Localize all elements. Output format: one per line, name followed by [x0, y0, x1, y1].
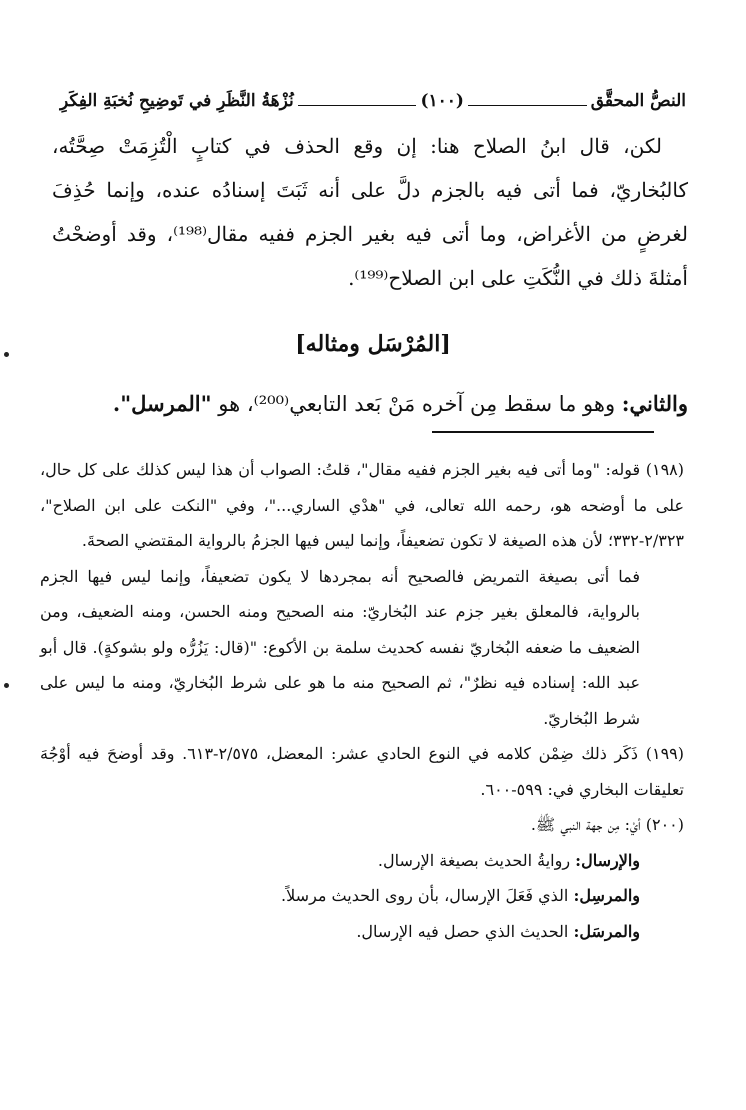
footnote-number: (١٩٨): [645, 460, 684, 479]
footnote-number: (١٩٩): [645, 744, 684, 763]
footnote-200: [40, 807, 684, 843]
footnote-200-item: [40, 914, 684, 950]
definition-lead: والثاني:: [621, 391, 688, 416]
main-paragraph: لكن، قال ابنُ الصلاح هنا: إن وقع الحذف في كتابٍ الْتُزِمَتْ صِحَّتُه، كالبُخاريّ، فما أتى فيه بالجزم دلَّ على أنه ثَبَتَ إسنادُه عنده، وإنما حُذِفَ لغرضٍ من الأغراض، وما أتى فيه بغير الجزم ففيه مقال⁽¹⁹⁸⁾، وقد أوضحْتُ أمثلةَ ذلك في النُّكَتِ على ابن الصلاح⁽¹⁹⁹⁾.: [52, 134, 688, 290]
scan-dot: [4, 683, 9, 688]
header-book-title: نُزْهَةُ النَّظَرِ في تَوضِيحِ نُخبَةِ الفِكَرِ: [59, 91, 294, 111]
definition-term: "المرسل".: [112, 391, 212, 416]
header-section-label: النصُّ المحقَّق: [590, 91, 686, 111]
item-definition: الحديث الذي حصل فيه الإرسال.: [356, 921, 574, 941]
footnote-200-item: [40, 878, 684, 914]
item-definition: روايةُ الحديث بصيغة الإرسال.: [377, 850, 576, 870]
item-definition: الذي فَعَلَ الإرسال، بأن روى الحديث مرسلاً.: [281, 886, 574, 905]
footnote-198-continuation: فما أتى بصيغة التمريض فالصحيح أنه بمجردها لا يكون تضعيفاً، وإنما ليس فيها الجزم بالرواية، فالمعلق بغير جزم عند البُخاريّ: منه الصحيح ومنه الحسن، ومنه الضعيف، ومن الضعيف ما ضعفه البُخاريّ نفسه كحديث سلمة بن الأكوع: "(قال: يَزُرُّه ولو بشوكةٍ). قال أبو عبد الله: إسناده فيه نظرٌ"، ثم الصحيح منه ما هو على شرط البُخاريّ، ومنه ما ليس على شرط البُخاريّ.: [40, 566, 640, 728]
header-rule-right: [468, 105, 587, 106]
footnote-200-item: [40, 843, 684, 879]
header-rule-left: [298, 105, 417, 106]
definition-text: وهو ما سقط مِن آخره مَنْ بَعد التابعي⁽²⁰⁰⁾، هو: [211, 392, 622, 416]
footnote-divider: [432, 431, 654, 433]
scan-dot: [4, 352, 9, 357]
page-number: (١٠٠): [420, 91, 464, 111]
definition-paragraph: [52, 384, 688, 424]
main-text: [52, 124, 688, 300]
item-term: والمرسِل:: [573, 886, 640, 905]
footnote-number: (٢٠٠): [645, 815, 684, 834]
footnote-198: [40, 452, 684, 559]
footnotes: [40, 452, 684, 949]
footnote-text: قوله: "وما أتى فيه بغير الجزم ففيه مقال"، قلتُ: الصواب أن هذا ليس كذلك على كل حال، على ما أوضحه هو، رحمه الله تعالى، في "هدْي الساري..."، وفي "النكت على ابن الصلاح"، ٢/٣٢٣-٣٣٢؛ لأن هذه الصيغة لا تكون تضعيفاً، وإنما ليس فيها الجزمُ بالرواية المقتضي الصحةَ.: [40, 460, 684, 550]
running-header: [60, 86, 686, 116]
item-term: والمرسَل:: [573, 921, 640, 941]
footnote-199: [40, 736, 684, 807]
section-heading: [المُرْسَل ومثاله]: [295, 331, 451, 357]
footnote-text: ذَكَر ذلك ضِمْن كلامه في النوع الحادي عشر: المعضل، ٢/٥٧٥-٦١٣. وقد أوضحَ فيه أوْجُهَ تعليقات البخاري في: ٥٩٩-٦٠٠.: [40, 744, 684, 799]
item-term: والإرسال:: [575, 850, 640, 870]
footnote-text: أيْ: مِن جهة النبي ﷺ.: [530, 815, 641, 834]
